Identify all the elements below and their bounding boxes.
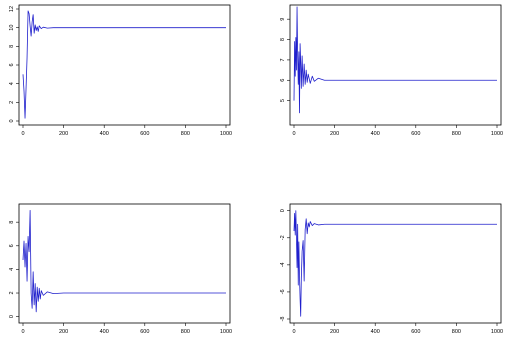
y-tick-label: 6 [9, 244, 15, 248]
x-tick-label: 1000 [490, 131, 504, 137]
x-tick-label: 800 [451, 131, 461, 137]
plot-frame [19, 5, 230, 125]
y-tick-label: 7 [280, 58, 286, 62]
x-tick-label: 400 [370, 329, 380, 335]
y-tick-label: 6 [9, 63, 15, 67]
y-tick-label: -2 [280, 235, 286, 241]
y-tick-label: 8 [9, 44, 15, 48]
x-tick-label: 400 [370, 131, 380, 137]
plot-frame [290, 204, 501, 323]
x-tick-label: 1000 [219, 131, 233, 137]
x-tick-label: 600 [411, 329, 421, 335]
y-tick-label: 9 [280, 17, 286, 21]
y-tick-label: 4 [9, 82, 15, 86]
chart-panel-bottom-left [9, 204, 232, 335]
x-tick-label: 0 [21, 329, 25, 335]
y-tick-label: 2 [9, 291, 15, 295]
y-tick-label: 2 [9, 100, 15, 104]
x-tick-label: 0 [292, 329, 296, 335]
x-tick-label: 0 [292, 131, 296, 137]
plot-frame [19, 204, 230, 323]
series-line-0 [23, 11, 226, 118]
x-tick-label: 200 [330, 131, 340, 137]
x-tick-label: 800 [180, 329, 190, 335]
chart-panel-top-right [280, 5, 503, 137]
y-tick-label: 0 [9, 119, 15, 123]
y-tick-label: -6 [280, 289, 286, 295]
y-tick-label: 8 [9, 220, 15, 224]
y-tick-label: -8 [280, 316, 286, 322]
y-tick-label: 6 [280, 78, 286, 82]
x-tick-label: 0 [21, 131, 25, 137]
series-line-0 [23, 210, 226, 312]
y-tick-label: 12 [9, 5, 15, 13]
x-tick-label: 1000 [490, 329, 504, 335]
x-tick-label: 800 [180, 131, 190, 137]
y-tick-label: 4 [9, 267, 15, 271]
y-tick-label: 5 [280, 99, 286, 103]
y-tick-label: -4 [280, 262, 286, 268]
x-tick-label: 200 [330, 329, 340, 335]
y-tick-label: 0 [9, 315, 15, 319]
x-tick-label: 400 [99, 131, 109, 137]
x-tick-label: 200 [59, 131, 69, 137]
chart-panel-bottom-right [280, 204, 503, 335]
x-tick-label: 600 [140, 131, 150, 137]
series-line-0 [294, 211, 497, 317]
y-tick-label: 10 [9, 24, 15, 31]
x-tick-label: 400 [99, 329, 109, 335]
chart-panel-top-left [9, 5, 232, 137]
x-tick-label: 200 [59, 329, 69, 335]
x-tick-label: 600 [140, 329, 150, 335]
y-tick-label: 0 [280, 209, 286, 213]
series-line-0 [294, 7, 497, 113]
x-tick-label: 600 [411, 131, 421, 137]
y-tick-label: 8 [280, 38, 286, 42]
x-tick-label: 1000 [219, 329, 233, 335]
plot-frame [290, 5, 501, 125]
x-tick-label: 800 [451, 329, 461, 335]
